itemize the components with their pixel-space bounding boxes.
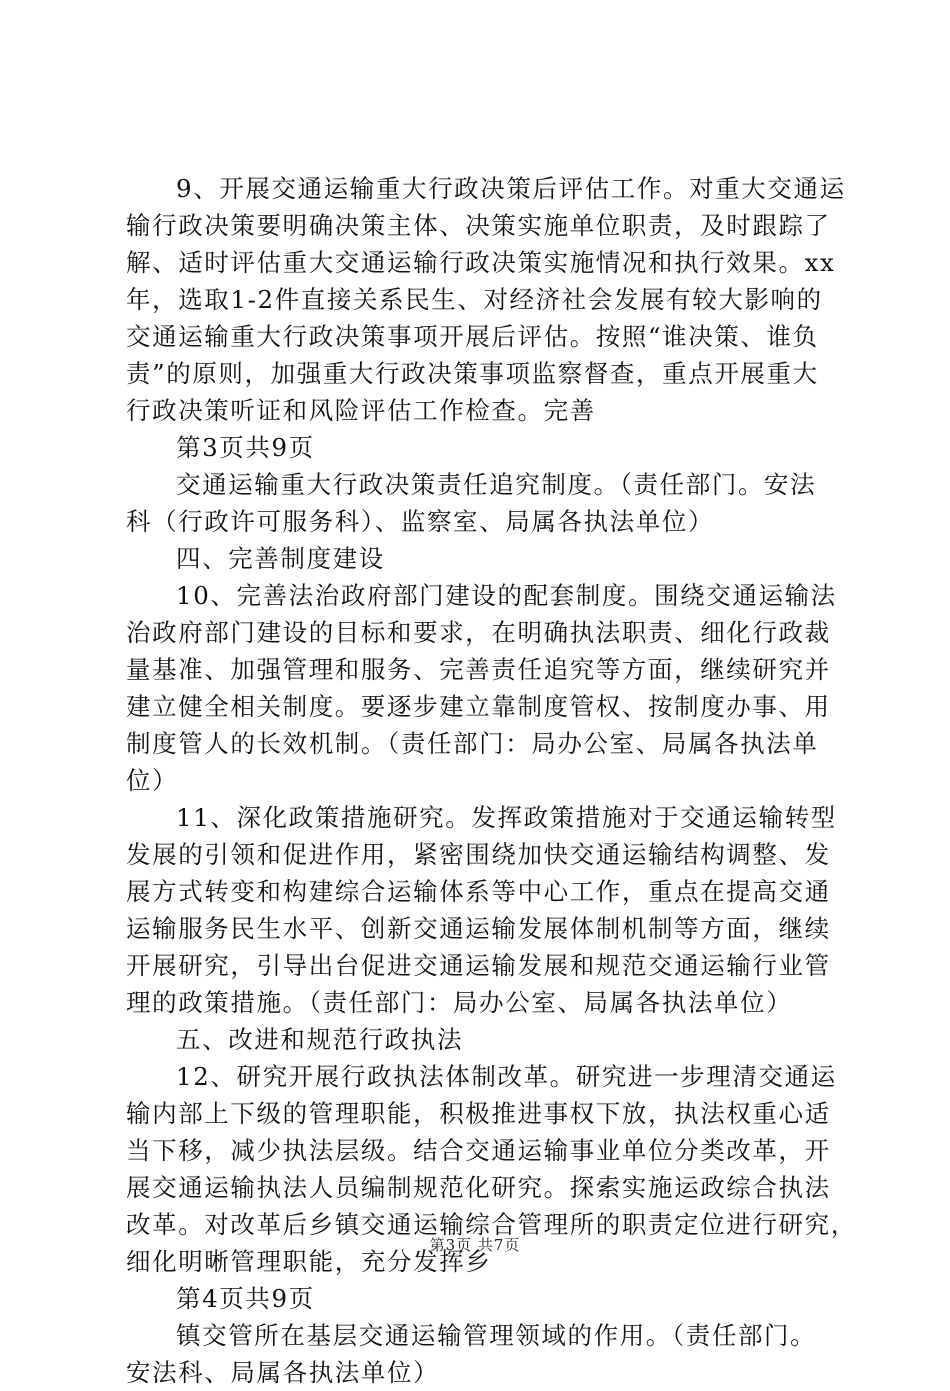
text-line: 第3页共9页	[176, 433, 315, 462]
text-line: 理的政策措施。（责任部门：局办公室、局属各执法单位）	[126, 988, 793, 1017]
text-line: 开展研究，引导出台促进交通运输发展和规范交通运输行业管	[126, 951, 831, 980]
text-line: 交通运输重大行政决策事项开展后评估。按照“谁决策、谁负	[126, 322, 819, 351]
text-line: 科（行政许可服务科）、监察室、局属各执法单位）	[126, 507, 715, 536]
page-footer: 第3页 共7页	[429, 1236, 521, 1254]
text-line: 行政决策听证和风险评估工作检查。完善	[126, 396, 596, 425]
text-line: 镇交管所在基层交通运输管理领域的作用。（责任部门。	[176, 1321, 817, 1350]
text-line: 展方式转变和构建综合运输体系等中心工作，重点在提高交通	[126, 877, 831, 906]
text-line: 位）	[126, 766, 179, 795]
text-line: 输行政决策要明确决策主体、决策实施单位职责，及时跟踪了	[126, 211, 831, 240]
text-line: 当下移，减少执法层级。结合交通运输事业单位分类改革，开	[126, 1136, 831, 1165]
text-line: 治政府部门建设的目标和要求，在明确执法职责、细化行政裁	[126, 618, 831, 647]
document-body	[126, 170, 857, 1391]
text-line: 年，选取1-2件直接关系民生、对经济社会发展有较大影响的	[126, 285, 823, 314]
text-line: 运输服务民生水平、创新交通运输发展体制机制等方面，继续	[126, 914, 831, 943]
text-line: 细化明晰管理职能，充分发挥乡	[126, 1247, 492, 1276]
text-line: 四、完善制度建设	[176, 544, 385, 573]
text-line: 五、改进和规范行政执法	[176, 1025, 464, 1054]
text-line: 发展的引领和促进作用，紧密围绕加快交通运输结构调整、发	[126, 840, 831, 869]
text-line: 交通运输重大行政决策责任追究制度。（责任部门。安法	[176, 470, 817, 499]
text-line: 10、完善法治政府部门建设的配套制度。围绕交通运输法	[176, 581, 837, 610]
text-line: 安法科、局属各执法单位）	[126, 1358, 440, 1387]
text-line: 输内部上下级的管理职能，积极推进事权下放，执法权重心适	[126, 1099, 831, 1128]
text-line: 改革。对改革后乡镇交通运输综合管理所的职责定位进行研究，	[126, 1210, 857, 1239]
text-line: 第4页共9页	[176, 1284, 315, 1313]
text-line: 11、深化政策措施研究。发挥政策措施对于交通运输转型	[176, 803, 837, 832]
text-line: 9、开展交通运输重大行政决策后评估工作。对重大交通运	[176, 174, 846, 203]
text-line: 制度管人的长效机制。（责任部门：局办公室、局属各执法单	[126, 729, 819, 758]
text-line: 12、研究开展行政执法体制改革。研究进一步理清交通运	[176, 1062, 837, 1091]
text-line: 建立健全相关制度。要逐步建立靠制度管权、按制度办事、用	[126, 692, 831, 721]
text-line: 展交通运输执法人员编制规范化研究。探索实施运政综合执法	[126, 1173, 831, 1202]
text-line: 责”的原则，加强重大行政决策事项监察督查，重点开展重大	[126, 359, 819, 388]
text-line: 量基准、加强管理和服务、完善责任追究等方面，继续研究并	[126, 655, 831, 684]
text-line: 解、适时评估重大交通运输行政决策实施情况和执行效果。xx	[126, 248, 836, 277]
